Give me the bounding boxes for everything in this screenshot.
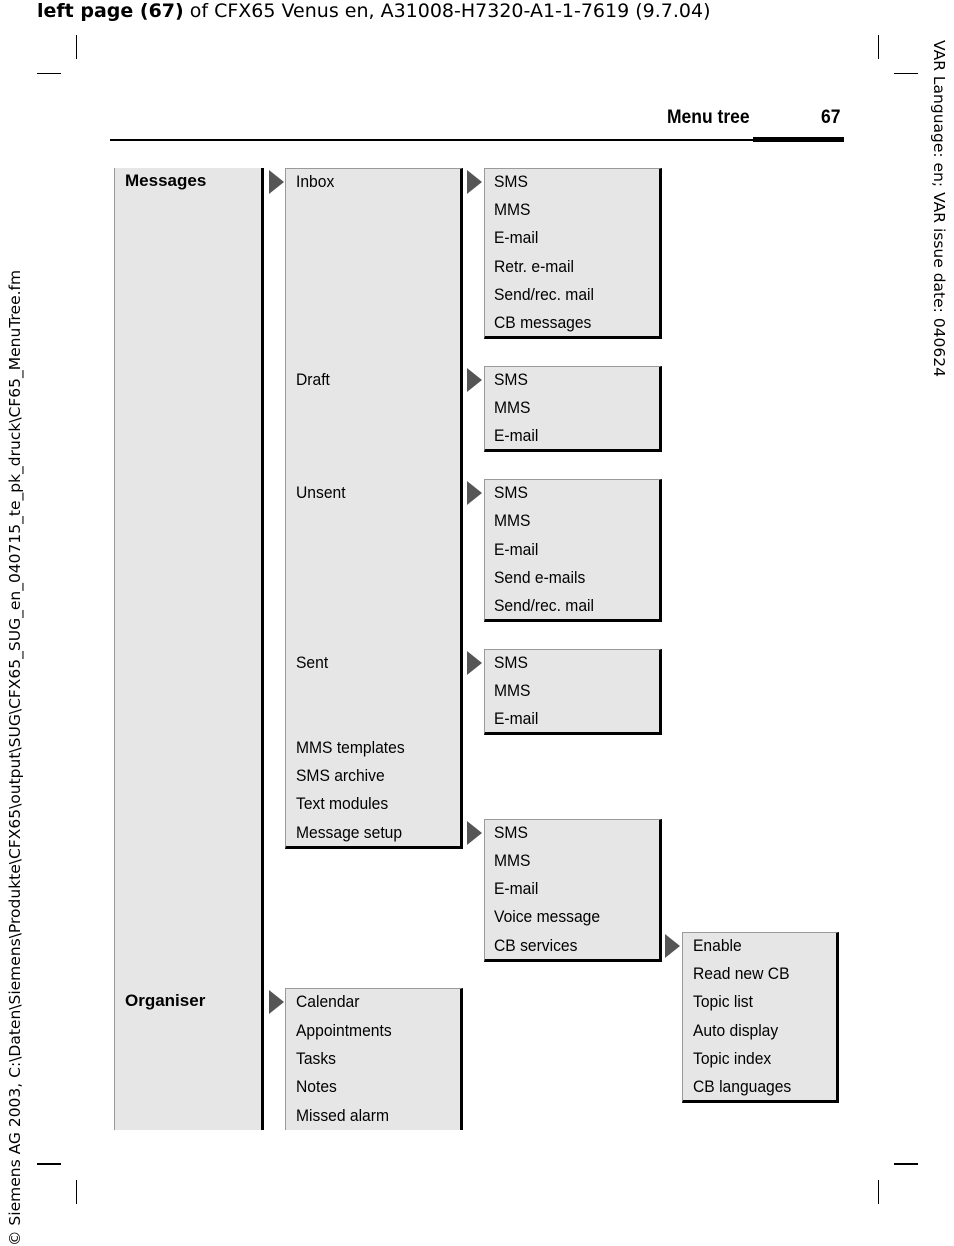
crop-mark — [76, 1180, 77, 1204]
file-path-label: © Siemens AG 2003, C:\Daten\Siemens\Produkte\CFX65\output\SUG\CFX65_SUG_en_040715_te_pk_druck\CF65_MenuTree.fm — [6, 269, 24, 1246]
list-item: Auto display — [693, 1021, 779, 1040]
menu-item-missed-alarm: Missed alarm — [296, 1106, 390, 1125]
header-rule — [110, 139, 753, 141]
category-column — [114, 168, 262, 1130]
list-item: CB languages — [693, 1077, 792, 1096]
list-item: Send e-mails — [494, 568, 586, 587]
page-number: 67 — [821, 107, 841, 128]
arrow-right-icon — [467, 368, 482, 392]
list-item: Enable — [693, 936, 742, 955]
crop-mark — [894, 73, 918, 74]
menu-item-text-modules: Text modules — [296, 794, 389, 813]
arrow-right-icon — [467, 170, 482, 194]
header-bar — [753, 137, 844, 142]
category-organiser: Organiser — [125, 991, 206, 1010]
list-item: E-mail — [494, 879, 539, 898]
crop-mark — [878, 1180, 879, 1204]
list-item: SMS — [494, 483, 528, 502]
list-item: Topic list — [693, 992, 753, 1011]
page-title: Menu tree — [667, 107, 750, 128]
list-item: CB messages — [494, 313, 592, 332]
menu-item-message-setup: Message setup — [296, 823, 403, 842]
list-item: E-mail — [494, 540, 539, 559]
document-info-line — [37, 0, 710, 22]
list-item: MMS — [494, 851, 531, 870]
list-item: MMS — [494, 200, 531, 219]
list-item: Retr. e-mail — [494, 257, 574, 276]
list-item: SMS — [494, 370, 528, 389]
list-item: E-mail — [494, 228, 539, 247]
crop-mark — [76, 35, 77, 59]
language-issue-label: VAR Language: en; VAR issue date: 040624 — [930, 40, 948, 377]
list-item: SMS — [494, 172, 528, 191]
menu-item-sms-archive: SMS archive — [296, 766, 385, 785]
list-item: MMS — [494, 398, 531, 417]
list-item: MMS — [494, 681, 531, 700]
list-item: Send/rec. mail — [494, 596, 594, 615]
menu-item-tasks: Tasks — [296, 1049, 336, 1068]
arrow-right-icon — [665, 934, 680, 958]
menu-item-unsent: Unsent — [296, 483, 346, 502]
category-column-border — [261, 168, 264, 1130]
category-messages: Messages — [125, 171, 207, 190]
crop-mark — [37, 73, 61, 74]
menu-item-draft: Draft — [296, 370, 330, 389]
list-item: Send/rec. mail — [494, 285, 594, 304]
menu-item-calendar: Calendar — [296, 992, 360, 1011]
arrow-right-icon — [467, 481, 482, 505]
crop-mark — [878, 35, 879, 59]
menu-item-mms-templates: MMS templates — [296, 738, 405, 757]
list-item: MMS — [494, 511, 531, 530]
crop-mark — [37, 1163, 61, 1165]
list-item: Topic index — [693, 1049, 772, 1068]
list-item: E-mail — [494, 709, 539, 728]
arrow-right-icon — [269, 170, 284, 194]
arrow-right-icon — [467, 821, 482, 845]
menu-item-appointments: Appointments — [296, 1021, 392, 1040]
list-item: E-mail — [494, 426, 539, 445]
document-reference: of CFX65 Venus en, A31008-H7320-A1-1-7619 (9.7.04) — [183, 0, 711, 22]
page-reference: left page (67) — [37, 0, 184, 22]
list-item: CB services — [494, 936, 578, 955]
arrow-right-icon — [269, 990, 284, 1014]
list-item: SMS — [494, 823, 528, 842]
arrow-right-icon — [467, 651, 482, 675]
menu-item-sent: Sent — [296, 653, 329, 672]
list-item: Read new CB — [693, 964, 790, 983]
list-item: Voice message — [494, 907, 601, 926]
menu-item-inbox: Inbox — [296, 172, 335, 191]
crop-mark — [894, 1163, 918, 1165]
list-item: SMS — [494, 653, 528, 672]
menu-item-notes: Notes — [296, 1077, 337, 1096]
